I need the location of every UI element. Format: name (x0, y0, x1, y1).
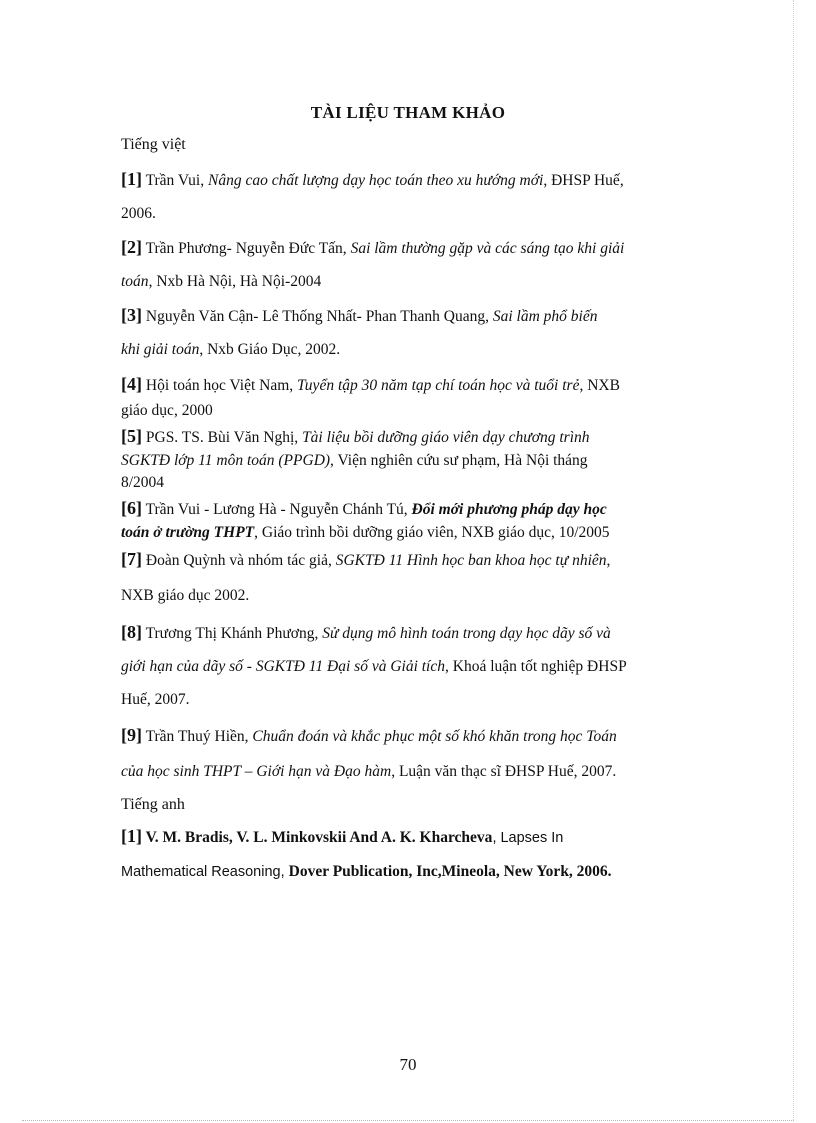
ref-title-cont: của học sinh THPT – Giới hạn và Đạo hàm (121, 763, 392, 780)
ref-title: Tuyển tập 30 năm tạp chí toán học và tuổi trẻ (297, 377, 580, 394)
ref-title: Sai lầm phổ biến (492, 308, 598, 325)
ref-title: Chuẩn đoán và khắc phục một số khó khăn trong học Toán (252, 728, 617, 745)
ref-author: Trần Vui, (142, 172, 208, 189)
ref-title: Tài liệu bồi dưỡng giáo viên dạy chương trình (302, 429, 590, 446)
ref-title: , Lapses In (492, 830, 564, 846)
ref-continuation: Huế, 2007. (121, 691, 190, 708)
ref-author: Trần Thuý Hiền, (142, 728, 253, 745)
ref-author: PGS. TS. Bùi Văn Nghị, (142, 429, 303, 446)
ref-publisher: , Giáo trình bồi dưỡng giáo viên, NXB giáo dục, 10/2005 (254, 524, 610, 541)
ref-continuation: 8/2004 (121, 474, 165, 491)
ref-author: Trương Thị Khánh Phương, (142, 625, 323, 642)
ref-title-cont: giới hạn của dãy số - SGKTĐ 11 Đại số và Giải tích (121, 658, 445, 675)
ref-title-cont: toán (121, 273, 149, 290)
ref-publisher: , Nxb Hà Nội, Hà Nội-2004 (148, 273, 322, 290)
ref-title: Sai lầm thường gặp và các sáng tạo khi giải (350, 240, 625, 257)
ref-title-cont: toán ở trường THPT (121, 524, 255, 541)
footer-divider (22, 1120, 794, 1121)
ref-publisher: , Luận văn thạc sĩ ĐHSP Huế, 2007. (391, 763, 617, 780)
ref-number: [2] (121, 237, 142, 257)
ref-title: Đổi mới phương pháp dạy học (411, 501, 607, 518)
ref-title: Sử dụng mô hình toán trong dạy học dãy số và (322, 625, 611, 642)
ref-number: [9] (121, 725, 142, 745)
section-heading-english: Tiếng anh (121, 796, 185, 813)
ref-number: [6] (121, 498, 142, 518)
ref-title-cont: SGKTĐ lớp 11 môn toán (PPGD) (121, 452, 331, 469)
ref-author: Trần Vui - Lương Hà - Nguyễn Chánh Tú, (142, 501, 412, 518)
ref-publisher: , NXB (579, 377, 620, 394)
ref-author: Trần Phương- Nguyễn Đức Tấn, (142, 240, 351, 257)
ref-author: Đoàn Quỳnh và nhóm tác giả, (142, 552, 336, 569)
ref-publisher: , Viện nghiên cứu sư phạm, Hà Nội tháng (330, 452, 588, 469)
margin-divider (793, 0, 794, 1120)
ref-author: Hội toán học Việt Nam, (142, 377, 298, 394)
section-heading-vietnamese: Tiếng việt (121, 136, 186, 153)
ref-number: [1] (121, 826, 142, 846)
ref-publisher: Dover Publication, Inc,Mineola, New York, 2006. (288, 863, 612, 880)
ref-number: [5] (121, 426, 142, 446)
ref-publisher: , ĐHSP Huế, (543, 172, 624, 189)
ref-author: V. M. Bradis, V. L. Minkovskii And A. K. Kharcheva (142, 829, 493, 846)
ref-publisher: , Khoá luận tốt nghiệp ĐHSP (445, 658, 627, 675)
page-title: TÀI LIỆU THAM KHẢO (310, 103, 506, 122)
ref-title-cont: Mathematical Reasoning, (121, 864, 289, 880)
ref-number: [1] (121, 169, 142, 189)
ref-continuation: NXB giáo dục 2002. (121, 587, 250, 604)
ref-publisher: , Nxb Giáo Dục, 2002. (199, 341, 341, 358)
page-number: 70 (399, 1055, 417, 1074)
ref-title: SGKTĐ 11 Hình học ban khoa học tự nhiên (335, 552, 607, 569)
ref-number: [4] (121, 374, 142, 394)
ref-continuation: 2006. (121, 205, 156, 222)
ref-number: [8] (121, 622, 142, 642)
ref-title-cont: khi giải toán (121, 341, 200, 358)
ref-continuation: giáo dục, 2000 (121, 402, 213, 419)
ref-author: Nguyễn Văn Cận- Lê Thống Nhất- Phan Thanh Quang, (142, 308, 493, 325)
ref-number: [3] (121, 305, 142, 325)
ref-title: Nâng cao chất lượng dạy học toán theo xu hướng mới (207, 172, 544, 189)
ref-number: [7] (121, 549, 142, 569)
ref-publisher: , (606, 552, 611, 569)
